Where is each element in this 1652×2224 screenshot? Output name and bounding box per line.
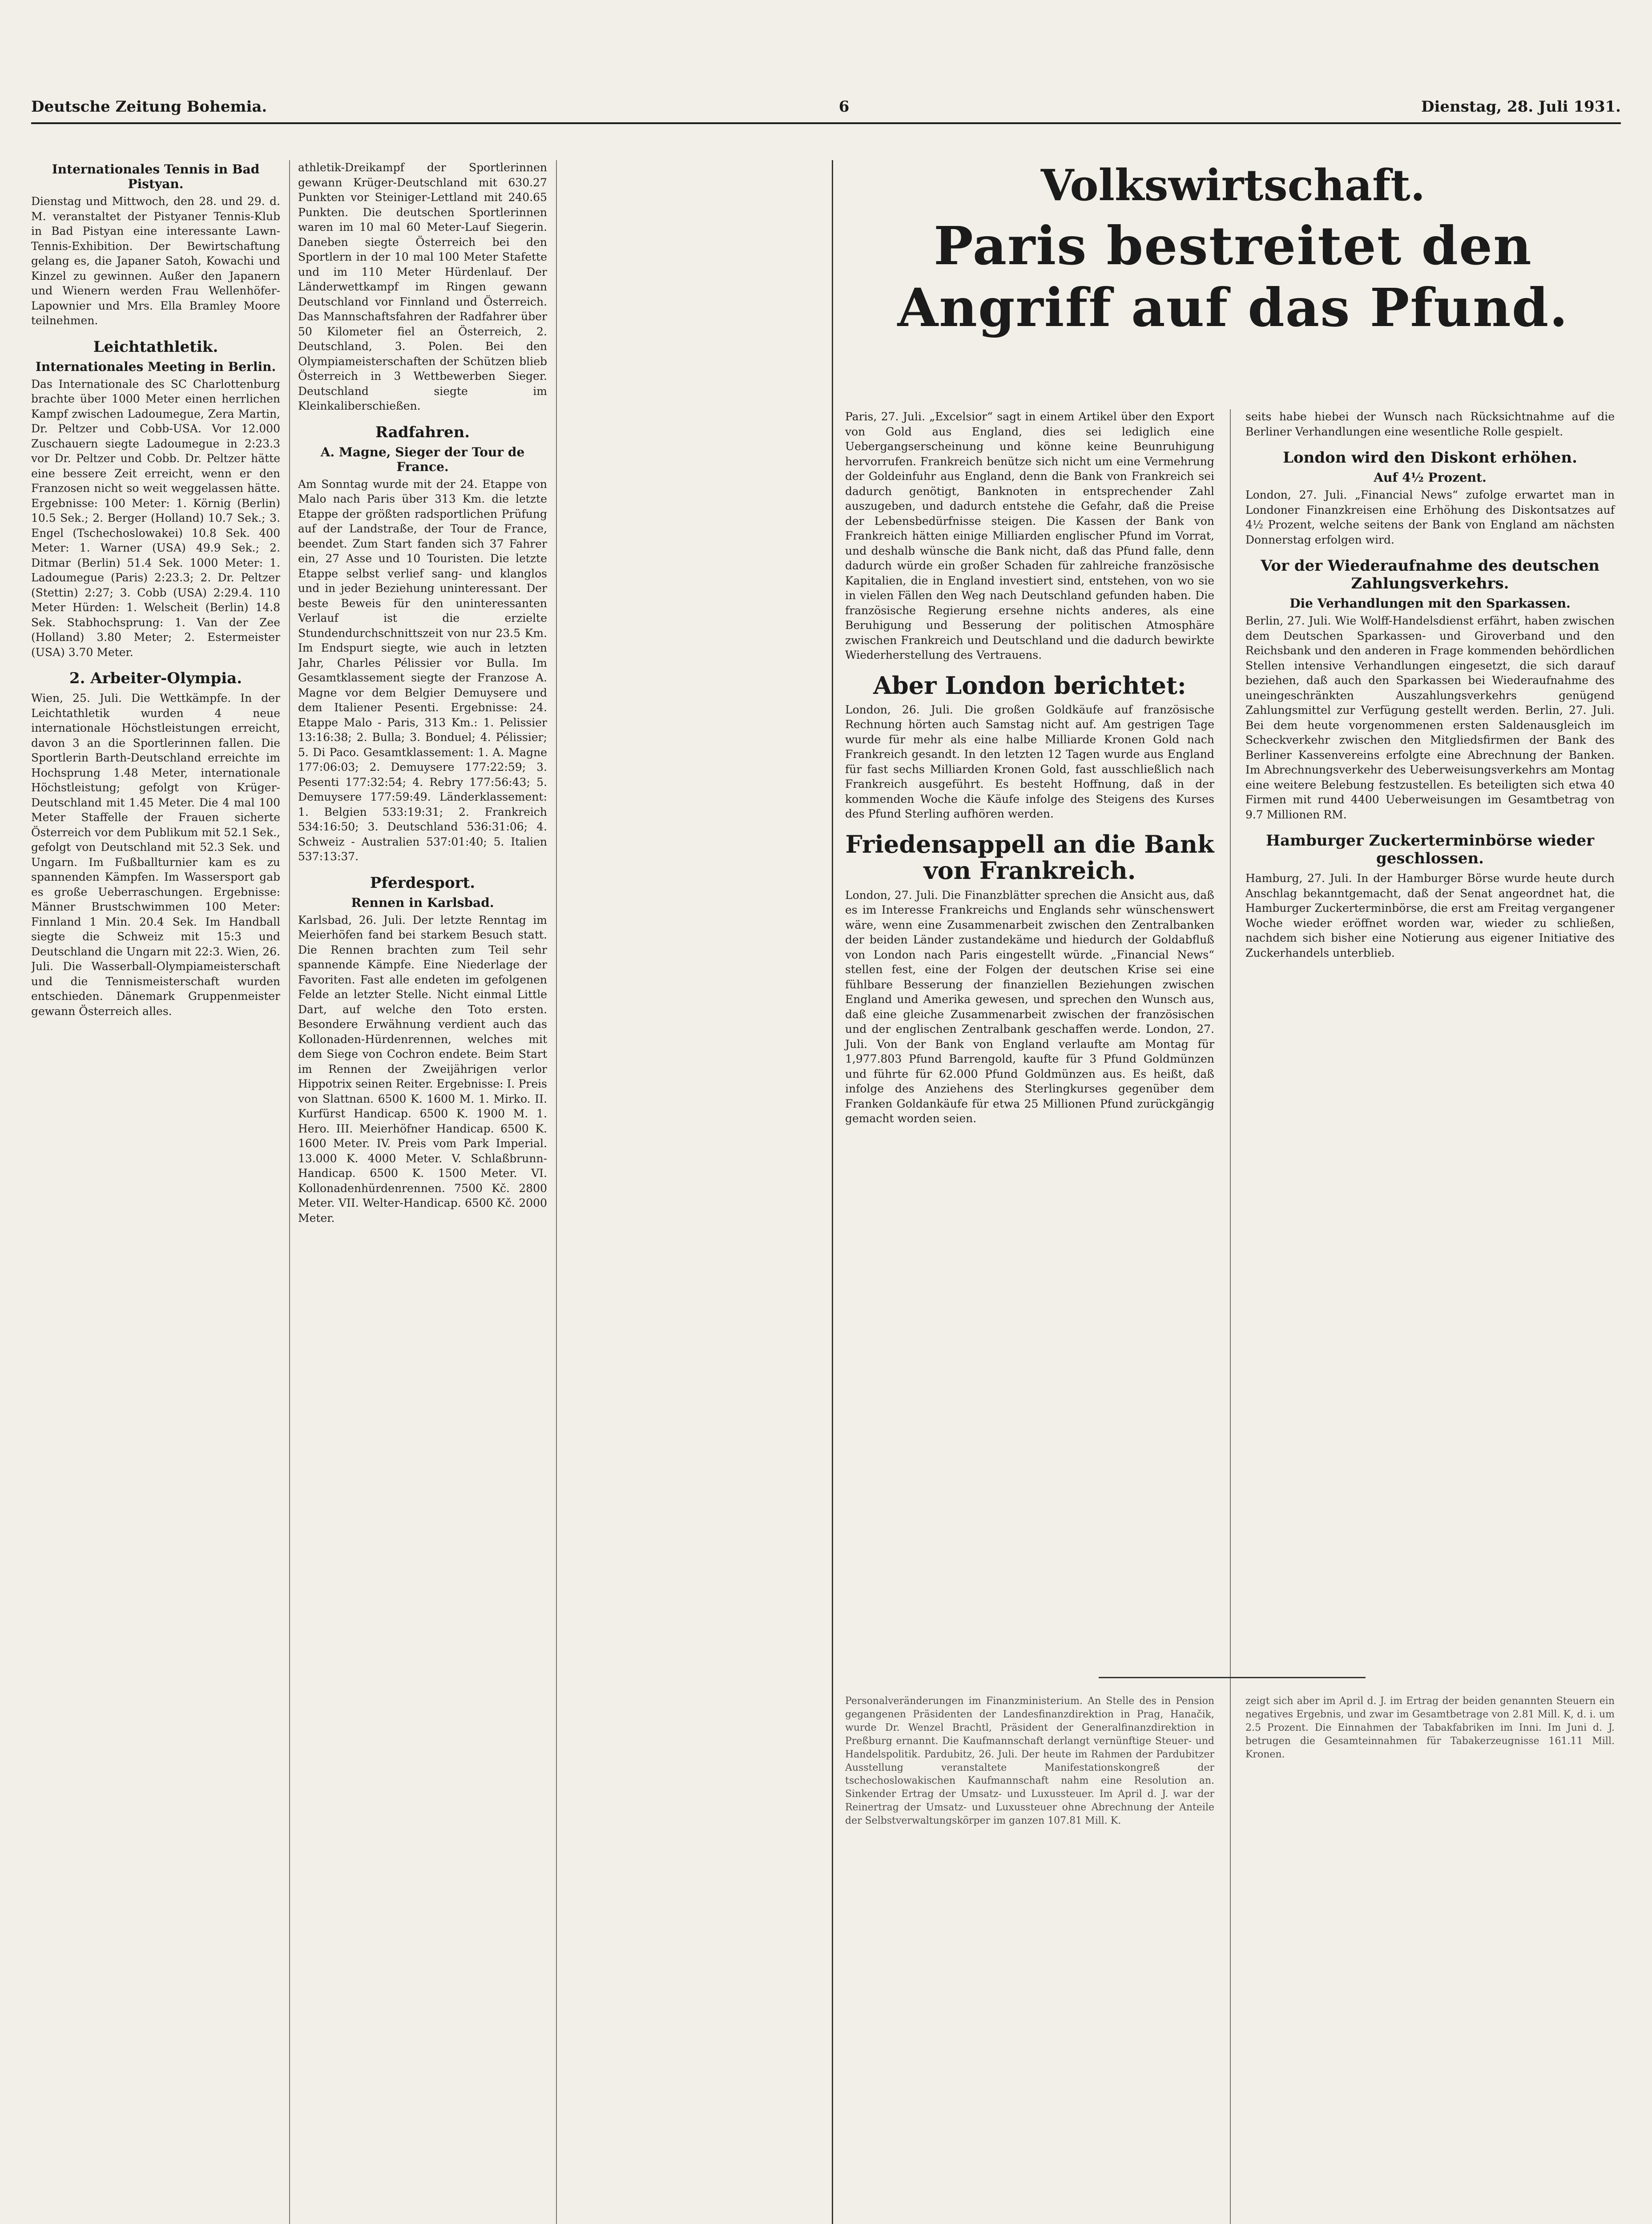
economy-section — [845, 160, 1621, 1125]
article-workers-olympics — [31, 669, 280, 1019]
article-olympics-cont — [298, 160, 547, 414]
page-frame — [31, 31, 1621, 2224]
article-body: seits habe hiebei der Wunsch nach Rücksichtnahme auf die Berliner Verhandlungen eine wesentliche Rolle gespielt. — [1245, 410, 1615, 438]
section-heading: 2. Arbeiter-Olympia. — [69, 669, 242, 687]
article-body: Berlin, 27. Juli. Wie Wolff-Handelsdienst erfährt, haben zwischen dem Deutschen Sparkassen- und Giroverband und den Reichsbank und den anderen in Frage kommenden behördlichen Stellen intensive Verhandlungen eingesetzt, die sich darauf beziehen, daß auch den Sparkassen bei Wiederaufnahme des uneingeschränkten Auszahlungsverkehrs genügend Zahlungsmittel zur Verfügung gestellt werden. Berlin, 27. Juli. Bei dem heute vorgenommenen ersten Saldenausgleich im Scheckverkehr zwischen den Mitgliedsfirmen der Bank des Berliner Kassenvereins erfolgte eine Abrechnung der Banken. Im Abrechnungsverkehr des Ueberweisungsverkehrs am Montag eine weitere Belebung festzustellen. Es beteiligten sich etwa 40 Firmen mit rund 4400 Ueberweisungen im Gesamtbetrag von 9.7 Millionen RM. — [1245, 614, 1615, 821]
article-title: Friedensappell an die Bank von Frankreich. — [845, 830, 1214, 885]
masthead-date: Dienstag, 28. Juli 1931. — [1421, 98, 1621, 116]
article-title: Rennen in Karlsbad. — [351, 895, 494, 910]
article-athletics — [31, 338, 280, 660]
article-title: Internationales Meeting in Berlin. — [35, 359, 276, 374]
column-2 — [298, 160, 547, 2224]
main-headline: Paris bestreitet den Angriff auf das Pfund. — [897, 215, 1569, 338]
masthead-rule — [31, 122, 1621, 124]
article-subtitle: Die Verhandlungen mit den Sparkassen. — [1289, 596, 1571, 611]
column-1 — [31, 160, 280, 2224]
article-body: Paris, 27. Juli. „Excelsior“ sagt in einem Artikel über den Export von Gold aus England, dies sei lediglich eine Uebergangserscheinung und könne keine Beunruhigung hervorrufen. Frankreich benütze sich nicht um eine Vermehrung der Goldeinfuhr aus England, denn die Bank von Frankreich sei dadurch genötigt, Banknoten in entsprechender Zahl auszugeben, und dadurch entstehe die Gefahr, daß die Preise der Lebensbedürfnisse steigen. Die Kassen der Bank von Frankreich hätten einige Milliarden englischer Pfund im Vorrat, und deshalb wünsche die Bank nicht, daß das Pfund falle, denn dadurch würde ein großer Schaden für zahlreiche französische Kapitalien, die in England investiert sind, entstehen, von wo sie in vielen Fällen den Weg nach Deutschland gefunden haben. Die französische Regierung ersehne nichts anderes, als eine Beruhigung und Besserung der politischen Atmosphäre zwischen Frankreich und Deutschland und die dadurch bewirkte Wiederherstellung des Vertrauens. — [845, 410, 1214, 661]
article-payments — [1245, 557, 1615, 822]
article-continuation — [1245, 409, 1615, 439]
masthead — [31, 85, 1621, 116]
article-title: Aber London berichtet: — [873, 671, 1186, 700]
article-body: London, 27. Juli. Die Finanzblätter sprechen die Ansicht aus, daß es im Interesse Frankreichs und Englands sehr wünschenswert wäre, wenn eine Zusammenarbeit zwischen den Zentralbanken der beiden Länder zustandekäme und hiedurch der Goldabfluß von London nach Paris eingestellt würde. „Financial News“ stellen fest, eine der Folgen der deutschen Krise sei eine fühlbare Besserung der finanziellen Beziehungen zwischen England und Amerika gewesen, und sprechen den Wunsch aus, daß eine gleiche Zusammenarbeit zwischen der französischen und der englischen Zentralbank geschaffen werde. London, 27. Juli. Von der Bank von England verlaufte am Montag für 1,977.803 Pfund Barrengold, kaufte für 3 Pfund Goldmünzen und führte für 62.000 Pfund Goldmünzen aus. Es heißt, daß infolge des Anziehens des Sterlingkurses gegenüber dem Franken Goldankäufe für etwa 25 Millionen Pfund zurückgängig gemacht worden seien. — [845, 888, 1214, 1125]
article-body: Hamburg, 27. Juli. In der Hamburger Börse wurde heute durch Anschlag bekanntgemacht, daß der Senat angeordnet hat, die Hamburger Zuckerterminbörse, die erst am Freitag vergangener Woche wieder eröffnet worden war, wieder zu schließen, nachdem sich bisher eine Notierung aus eigener Initiative des Zuckerhandels unterblieb. — [1245, 872, 1615, 959]
article-body: Am Sonntag wurde mit der 24. Etappe von Malo nach Paris über 313 Km. die letzte Etappe der größten radsportlichen Prüfung auf der Landstraße, der Tour de France, beendet. Zum Start fanden sich 37 Fahrer ein, 27 Asse und 10 Touristen. Die letzte Etappe selbst verlief sang- und klanglos und in jeder Beziehung uninteressant. Der beste Beweis für den uninteressanten Verlauf ist die erzielte Stundendurchschnittszeit von nur 23.5 Km. Im Endspurt siegte, wie auch in letzten Jahr, Charles Pélissier vor Bulla. Im Gesamtklassement siegte der Franzose A. Magne vor dem Belgier Demuysere und dem Italiener Pesenti. Ergebnisse: 24. Etappe Malo - Paris, 313 Km.: 1. Pelissier 13:16:38; 2. Bulla; 3. Bonduel; 4. Pélissier; 5. Di Paco. Gesamtklassement: 1. A. Magne 177:06:03; 2. Demuysere 177:22:59; 3. Pesenti 177:32:54; 4. Rebry 177:56:43; 5. Demuysere 177:59:49. Länderklassement: 1. Belgien 533:19:31; 2. Frankreich 534:16:50; 3. Deutschland 536:31:06; 4. Schweiz - Australien 537:01:40; 5. Italien 537:13:37. — [298, 477, 547, 863]
section-heading: Pferdesport. — [370, 874, 475, 892]
article-tennis — [31, 162, 280, 328]
column-divider — [1230, 1695, 1231, 2224]
article-title: Hamburger Zuckerterminbörse wieder geschlossen. — [1265, 832, 1594, 867]
article-sugar-exchange — [1245, 832, 1615, 960]
article-body: Personalveränderungen im Finanzministerium. An Stelle des in Pension gegangenen Präsidenten der Landesfinanzdirektion in Prag, Hanačik, wurde Dr. Wenzel Brachtl, Präsident der Generalfinanzdirektion in Preßburg ernannt. Die Kaufmannschaft derlangt vernünftige Steuer- und Handelspolitik. Pardubitz, 26. Juli. Der heute im Rahmen der Pardubitzer Ausstellung veranstaltete Manifestationskongreß der tschechoslowakischen Kaufmannschaft nahm eine Resolution an. Sinkender Ertrag der Umsatz- und Luxussteuer. Im April d. J. war der Reinertrag der Umsatz- und Luxussteuer ohne Abrechnung der Anteile der Selbstverwaltungskörper im ganzen 107.81 Mill. K. — [845, 1696, 1214, 1827]
column-divider — [289, 160, 290, 2224]
article-title: Internationales Tennis in Bad Pistyan. — [52, 162, 260, 191]
article-peace-appeal — [845, 831, 1214, 1126]
column-divider — [1230, 409, 1231, 1744]
section-title: Volkswirtschaft. — [1040, 160, 1426, 210]
article-body: London, 26. Juli. Die großen Goldkäufe auf französische Rechnung hörten auch Samstag nicht auf. Am gestrigen Tage wurde für mehr als eine halbe Milliarde Kronen Gold nach Frankreich gesandt. In den letzten 12 Tagen wurde aus England für fast sechs Milliarden Kronen Gold, fast ausschließlich nach Frankreich ausgeführt. Es besteht Hoffnung, daß in der kommenden Woche die Käufe infolge des Steigens des Kurses des Pfund Sterling aufhören werden. — [845, 703, 1214, 821]
article-body: Dienstag und Mittwoch, den 28. und 29. d. M. veranstaltet der Pistyaner Tennis-Klub in Bad Pistyan eine interessante Lawn-Tennis-Exhibition. Der Bewirtschaftung gelang es, die Japaner Satoh, Kowachi und Kinzel zu gewinnen. Außer den Japanern und Wienern werden Frau Wellenhöfer-Lapownier und Mrs. Ella Bramley Moore teilnehmen. — [31, 195, 280, 327]
article-title: Vor der Wiederaufnahme des deutschen Zahlungsverkehrs. — [1261, 557, 1600, 592]
article-body: zeigt sich aber im April d. J. im Ertrag der beiden genannten Steuern ein negatives Ergebnis, und zwar im Gesamtbetrage von 2.81 Mill. K, d. i. um 2.5 Prozent. Die Einnahmen der Tabakfabriken im Inni. Im Juni d. J. betrugen die Gesamteinnahmen für Tabakerzeugnisse 161.11 Mill. Kronen. — [1245, 1696, 1615, 1760]
article-body: athletik-Dreikampf der Sportlerinnen gewann Krüger-Deutschland mit 630.27 Punkten vor Steiniger-Lettland mit 240.65 Punkten. Die deutschen Sportlerinnen waren im 10 mal 60 Meter-Lauf Siegerin. Daneben siegte Österreich bei den Sportlern in der 10 mal 100 Meter Stafette und im 110 Meter Hürdenlauf. Der Länderwettkampf im Ringen gewann Deutschland vor Finnland und Österreich. Das Mannschaftsfahren der Radfahrer über 50 Kilometer fiel an Österreich, 2. Deutschland, 3. Polen. Bei den Olympiameisterschaften der Schützen blieb Österreich in 3 Wettbewerben Sieger. Deutschland siegte im Kleinkaliberschießen. — [298, 161, 547, 412]
article-subtitle: Auf 4½ Prozent. — [1374, 470, 1487, 485]
column-divider — [556, 160, 557, 2224]
economy-column-left — [845, 409, 1214, 1136]
article-cycling — [298, 423, 547, 864]
bottom-column-left — [845, 1695, 1214, 1828]
article-body: London, 27. Juli. „Financial News“ zufolge erwartet man in Londoner Finanzkreisen eine Erhöhung des Diskontsatzes auf 4½ Prozent, welche seitens der Bank von England am nächsten Donnerstag erfolgen wird. — [1245, 488, 1615, 546]
article-body: Karlsbad, 26. Juli. Der letzte Renntag im Meierhöfen fand bei starkem Besuch statt. Die Rennen brachten zum Teil sehr spannende Kämpfe. Eine Niederlage der Favoriten. Fast alle endeten im gefolgenen Felde an letzter Stelle. Nicht einmal Little Dart, auf welche den Toto ersten. Besondere Erwähnung verdient auch das Kollonaden-Hürdenrennen, welches mit dem Siege von Cochron endete. Beim Start im Rennen der Zweijährigen verlor Hippotrix seinen Reiter. Ergebnisse: I. Preis von Slattnan. 6500 K. 1600 M. 1. Mirko. II. Kurfürst Handicap. 6500 K. 1900 M. 1. Hero. III. Meierhöfner Handicap. 6500 K. 1600 Meter. IV. Preis vom Park Imperial. 13.000 K. 4000 Meter. V. Schlaßbrunn-Handicap. 6500 K. 1500 Meter. VI. Kollonadenhürdenrennen. 7500 Kč. 2800 Meter. VII. Welter-Handicap. 6500 Kč. 2000 Meter. — [298, 913, 547, 1225]
article-paris — [845, 409, 1214, 663]
article-body: Wien, 25. Juli. Die Wettkämpfe. In der Leichtathletik wurden 4 neue internationale Höchstleistungen erreicht, davon 3 an die Sportlerinnen fallen. Die Sportlerin Barth-Deutschland erreichte im Hochsprung 1.48 Meter, internationale Höchstleistung; gefolgt von Krüger-Deutschland mit 1.45 Meter. Die 4 mal 100 Meter Staffelle der Frauen sicherte Österreich vor dem Publikum mit 52.1 Sek., gefolgt von Deutschland mit 52.3 Sek. und Ungarn. Im Fußballturnier kam es zu spannenden Kämpfen. Im Wassersport gab es große Ueberraschungen. Ergebnisse: Männer Brustschwimmen 100 Meter: Finnland 1 Min. 20.4 Sek. Im Handball siegte die Schweiz mit 15:3 und Deutschland die Ungarn mit 22:3. Wien, 26. Juli. Die Wasserball-Olympiameisterschaft und die Tennismeisterschaft wurden entschieden. Dänemark Gruppenmeister gewann Österreich alles. — [31, 692, 280, 1018]
article-title: London wird den Diskont erhöhen. — [1283, 449, 1577, 467]
bottom-column-right — [1245, 1695, 1615, 1761]
article-body: Das Internationale des SC Charlottenburg brachte über 1000 Meter einen herrlichen Kampf zwischen Ladoumegue, Zera Martin, Dr. Peltzer und Cobb-USA. Vor 12.000 Zuschauern siegte Ladoumegue in 2:23.3 vor Dr. Peltzer und Cobb. Dr. Peltzer hätte eine bessere Zeit erreicht, wenn er den Franzosen nicht so weit weggelassen hätte. Ergebnisse: 100 Meter: 1. Körnig (Berlin) 10.5 Sek.; 2. Berger (Holland) 10.7 Sek.; 3. Engel (Tschechoslowakei) 10.8 Sek. 400 Meter: 1. Warner (USA) 49.9 Sek.; 2. Ditmar (Berlin) 51.4 Sek. 1000 Meter: 1. Ladoumegue (Paris) 2:23.3; 2. Dr. Peltzer (Stettin) 2:27; 3. Cobb (USA) 2:29.4. 110 Meter Hürden: 1. Welscheit (Berlin) 14.8 Sek. Stabhochsprung: 1. Van der Zee (Holland) 3.80 Meter; 2. Estermeister (USA) 3.70 Meter. — [31, 377, 280, 659]
economy-column-right — [1245, 409, 1615, 970]
article-discount — [1245, 449, 1615, 547]
article-horse-racing — [298, 874, 547, 1226]
masthead-paper-name: Deutsche Zeitung Bohemia. — [31, 98, 267, 116]
section-heading: Radfahren. — [375, 423, 470, 441]
section-heading: Leichtathletik. — [93, 338, 218, 356]
section-divider — [832, 160, 833, 2224]
article-london-reports — [845, 673, 1214, 822]
masthead-page-number: 6 — [838, 98, 850, 116]
band-rule — [1099, 1677, 1366, 1678]
article-title: A. Magne, Sieger der Tour de France. — [320, 444, 525, 474]
